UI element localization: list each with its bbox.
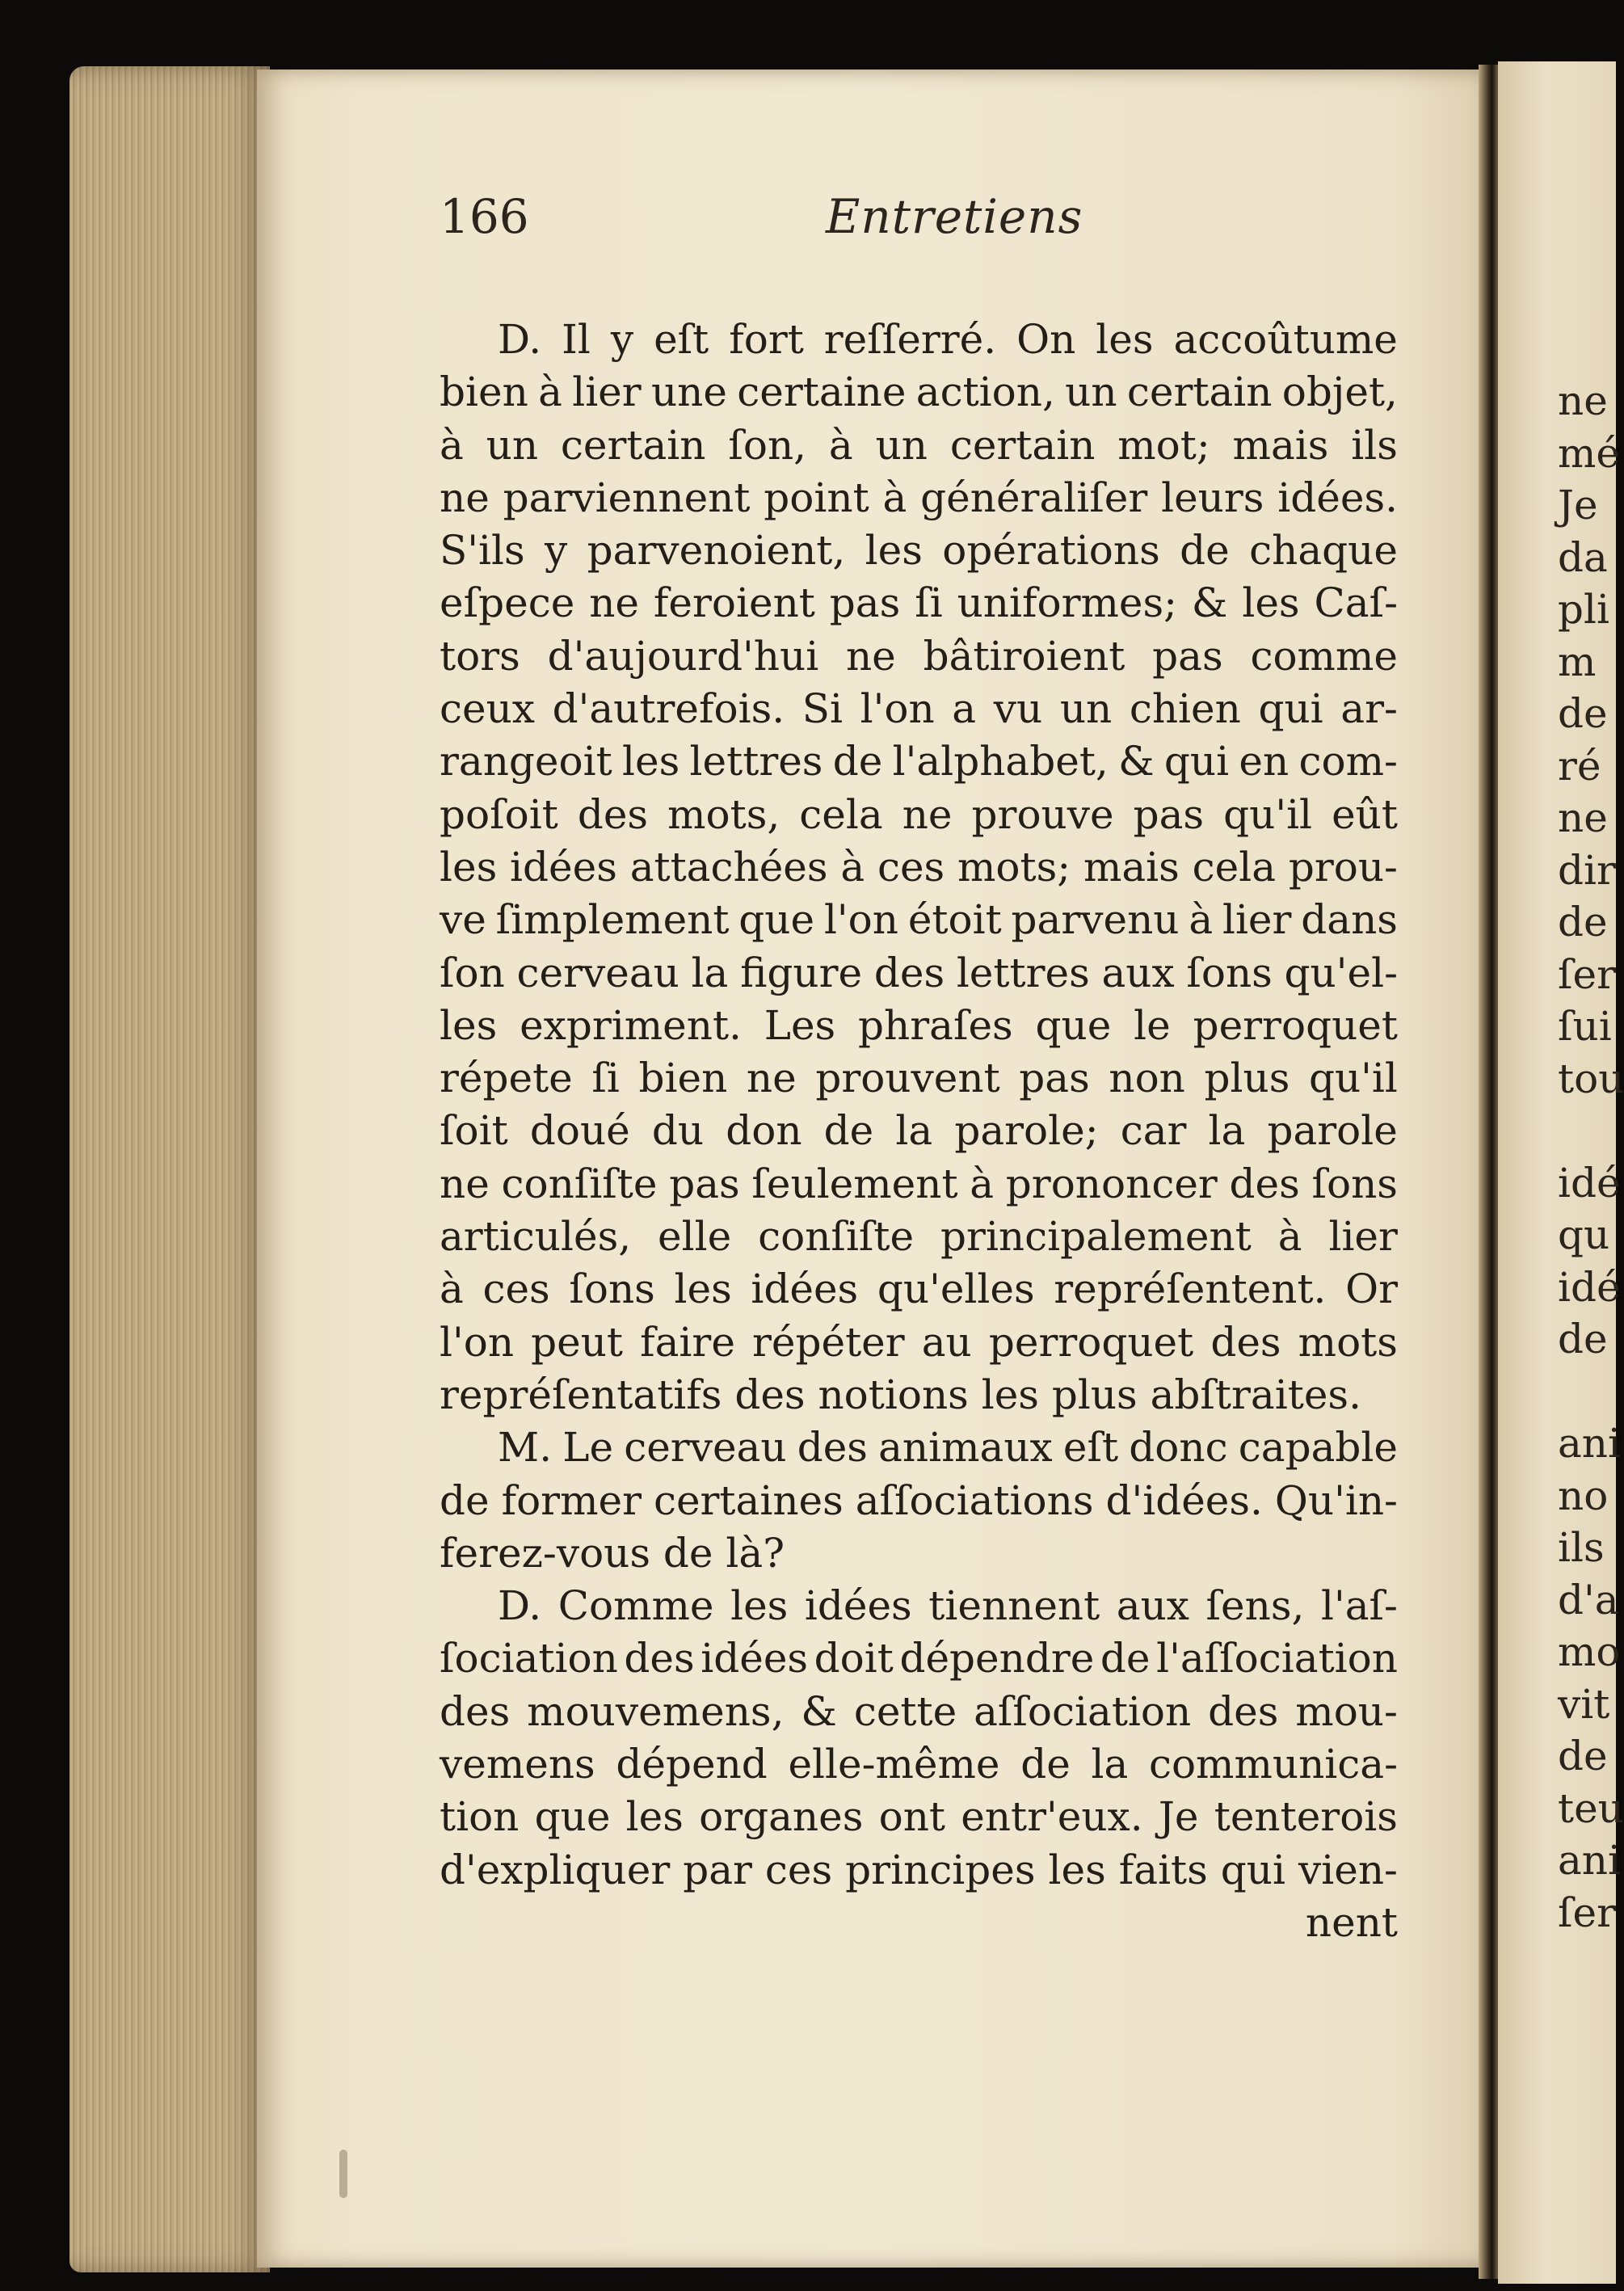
facing-page-fragment: mé bbox=[1558, 429, 1621, 477]
text-line: ceux d'autrefois. Si l'on a vu un chien qui ar- bbox=[440, 685, 1398, 733]
facing-page-fragment: idé bbox=[1558, 1159, 1621, 1207]
text-line: de former certaines aſſociations d'idées. Qu'in- bbox=[440, 1476, 1398, 1524]
facing-page-fragment: mo bbox=[1558, 1628, 1621, 1675]
text-line: poſoit des mots, cela ne prouve pas qu'il eût bbox=[440, 790, 1398, 838]
text-line: tion que les organes ont entr'eux. Je tenterois bbox=[440, 1793, 1398, 1841]
facing-page-fragment: vit bbox=[1558, 1680, 1610, 1728]
text-line: les idées attachées à ces mots; mais cela prou- bbox=[440, 843, 1398, 891]
facing-page-fragment: da bbox=[1558, 533, 1608, 581]
facing-page-fragment: ne bbox=[1558, 794, 1608, 841]
text-line: ſociation des idées doit dépendre de l'aſſociation bbox=[440, 1635, 1398, 1682]
facing-page-fragment: de bbox=[1558, 899, 1608, 945]
text-line: ſon cerveau la figure des lettres aux ſons qu'el- bbox=[440, 949, 1398, 996]
text-line: rangeoit les lettres de l'alphabet, & qui en com- bbox=[440, 738, 1398, 785]
facing-page-fragment: de bbox=[1558, 1733, 1608, 1779]
facing-page bbox=[1498, 61, 1624, 2284]
text-line: l'on peut faire répéter au perroquet des mots bbox=[440, 1318, 1398, 1366]
text-line: eſpece ne feroient pas ſi uniformes; & les Caſ- bbox=[440, 579, 1398, 627]
text-line: à ces ſons les idées qu'elles repréſentent. Or bbox=[440, 1266, 1398, 1313]
facing-page-fragment: no bbox=[1558, 1472, 1609, 1519]
text-line: les expriment. Les phraſes que le perroquet bbox=[440, 1001, 1398, 1049]
text-line: D. Il y eſt fort reſſerré. On les accoûtume bbox=[498, 316, 1398, 363]
text-line: bien à lier une certaine action, un certain objet, bbox=[440, 368, 1398, 416]
facing-page-fragment: de bbox=[1558, 690, 1608, 737]
text-line: repréſentatifs des notions les plus abſtraites. bbox=[440, 1371, 1361, 1418]
facing-page-fragment: pli bbox=[1558, 586, 1609, 633]
facing-page-fragment: idé bbox=[1558, 1263, 1621, 1311]
text-line: D. Comme les idées tiennent aux ſens, l'aſ- bbox=[498, 1582, 1398, 1630]
text-line: ſoit doué du don de la parole; car la parole bbox=[440, 1107, 1398, 1155]
running-head bbox=[440, 189, 1385, 254]
text-line: tors d'aujourd'hui ne bâtiroient pas comme bbox=[440, 632, 1398, 680]
text-line: M. Le cerveau des animaux eſt donc capable bbox=[498, 1424, 1398, 1472]
text-line: ferez-vous de là? bbox=[440, 1529, 785, 1577]
book-page-edges bbox=[69, 66, 270, 2272]
text-line: ne conſiſte pas ſeulement à prononcer des ſons bbox=[440, 1160, 1398, 1207]
facing-page-fragment: ſer bbox=[1558, 950, 1616, 998]
text-line: des mouvemens, & cette aſſociation des mou- bbox=[440, 1687, 1398, 1735]
facing-page-fragment: ſer bbox=[1558, 1889, 1616, 1936]
text-line: à un certain ſon, à un certain mot; mais ils bbox=[440, 421, 1398, 469]
facing-page-fragment: teu bbox=[1558, 1784, 1624, 1832]
page-smudge bbox=[339, 2150, 347, 2198]
facing-page-fragment: d'a bbox=[1558, 1576, 1619, 1623]
facing-page-fragment: ré bbox=[1558, 742, 1601, 790]
page-number: 166 bbox=[440, 189, 529, 244]
body-text bbox=[440, 314, 1398, 1949]
facing-page-fragment: m bbox=[1558, 638, 1597, 685]
facing-page-fragment: Je bbox=[1558, 482, 1598, 529]
text-line: articulés, elle conſiſte principalement à lier bbox=[440, 1213, 1398, 1261]
facing-page-fragment: ne bbox=[1558, 377, 1608, 424]
facing-page-fragment: ani bbox=[1558, 1420, 1622, 1467]
facing-page-fragment: tou bbox=[1558, 1055, 1624, 1102]
facing-page-fragment: ils bbox=[1558, 1524, 1605, 1571]
text-line: ve ſimplement que l'on étoit parvenu à lier dans bbox=[440, 896, 1398, 944]
facing-page-fragment: ani bbox=[1558, 1837, 1622, 1884]
text-line: répete ſi bien ne prouvent pas non plus qu'il bbox=[440, 1055, 1398, 1102]
facing-page-fragment: ſui bbox=[1558, 1003, 1612, 1050]
running-title: Entretiens bbox=[826, 189, 1083, 244]
text-line: d'expliquer par ces principes les faits qui vien- bbox=[440, 1846, 1398, 1893]
text-line: ne parviennent point à généraliſer leurs idées. bbox=[440, 474, 1398, 521]
text-line: nent bbox=[1305, 1898, 1398, 1946]
facing-page-fragment: qu bbox=[1558, 1211, 1610, 1258]
text-line: S'ils y parvenoient, les opérations de chaque bbox=[440, 527, 1398, 575]
text-line: vemens dépend elle-même de la communica- bbox=[440, 1741, 1398, 1788]
facing-page-fragment: dir bbox=[1558, 846, 1616, 894]
facing-page-fragment: de bbox=[1558, 1316, 1608, 1362]
